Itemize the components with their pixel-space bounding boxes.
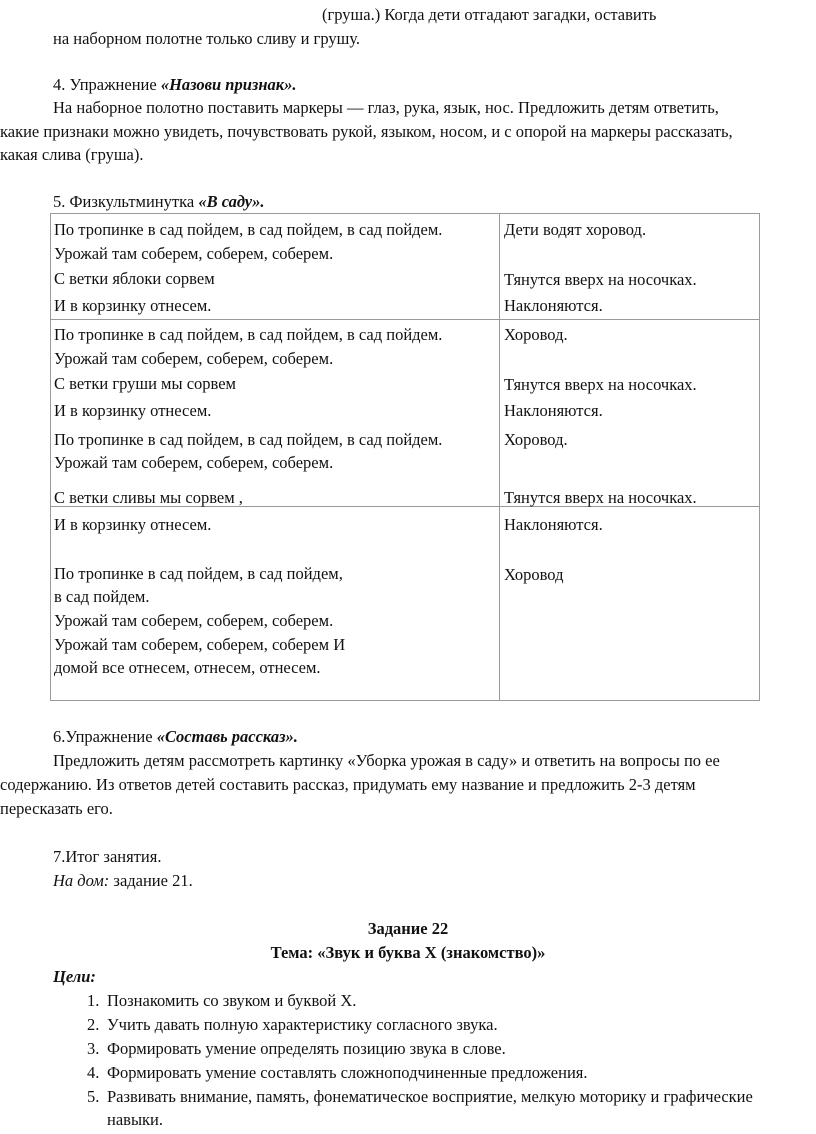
exercise-4-title: «Назови признак». xyxy=(160,75,297,94)
goal-item: Развивать внимание, память, фонематическое восприятие, мелкую моторику и графические xyxy=(107,1087,753,1106)
goal-item-continuation: навыки. xyxy=(107,1110,164,1129)
table-left-line: Урожай там соберем, соберем, соберем. xyxy=(54,453,334,472)
goal-number: 4. xyxy=(87,1063,100,1082)
goals-label: Цели: xyxy=(53,967,96,986)
table-left-line: С ветки яблоки сорвем xyxy=(54,269,215,288)
exercise-5-label: 5. Физкультминутка xyxy=(53,192,199,211)
intro-line-2: на наборном полотне только сливу и грушу. xyxy=(53,29,361,48)
task-topic: Тема: «Звук и буква Х (знакомство)» xyxy=(270,943,546,962)
table-left-line: И в корзинку отнесем. xyxy=(54,296,212,315)
exercise-7-heading: 7.Итог занятия. xyxy=(53,847,162,866)
table-right-line: Тянутся вверх на носочках. xyxy=(504,488,697,507)
exercise-4-line-3: какая слива (груша). xyxy=(0,145,144,164)
homework-label: На дом: xyxy=(53,871,110,890)
table-left-line: И в корзинку отнесем. xyxy=(54,515,212,534)
exercise-4-label: 4. Упражнение xyxy=(53,75,161,94)
table-right-line: Наклоняются. xyxy=(504,401,603,420)
table-left-line: Урожай там соберем, соберем, соберем. xyxy=(54,244,334,263)
goal-item: Учить давать полную характеристику согласного звука. xyxy=(107,1015,498,1034)
exercise-6-line-1: Предложить детям рассмотреть картинку «Уборка урожая в саду» и ответить на вопросы по ее xyxy=(53,751,720,770)
exercise-5-title: «В саду». xyxy=(198,192,265,211)
exercise-6-line-2: содержанию. Из ответов детей составить рассказ, придумать ему название и предложить 2-3 детям xyxy=(0,775,696,794)
goal-item: Формировать умение составлять сложноподчиненные предложения. xyxy=(107,1063,588,1082)
table-right-line: Хоровод. xyxy=(504,325,568,344)
table-right-line: Хоровод xyxy=(504,565,564,584)
table-right-line: Тянутся вверх на носочках. xyxy=(504,375,697,394)
table-left-line: По тропинке в сад пойдем, в сад пойдем, в сад пойдем. xyxy=(54,220,443,239)
goal-item: Познакомить со звуком и буквой Х. xyxy=(107,991,357,1010)
table-left-line: По тропинке в сад пойдем, в сад пойдем, в сад пойдем. xyxy=(54,325,443,344)
table-left-line: Урожай там соберем, соберем, соберем. xyxy=(54,349,334,368)
exercise-6-heading xyxy=(53,725,298,748)
table-left-line: По тропинке в сад пойдем, в сад пойдем, в сад пойдем. xyxy=(54,430,443,449)
table-right-line: Дети водят хоровод. xyxy=(504,220,647,239)
table-right-line: Тянутся вверх на носочках. xyxy=(504,270,697,289)
exercise-table xyxy=(50,213,760,701)
table-left-line: домой все отнесем, отнесем, отнесем. xyxy=(54,658,321,677)
table-right-line: Наклоняются. xyxy=(504,515,603,534)
table-left-line: С ветки груши мы сорвем xyxy=(54,374,236,393)
table-left-line: С ветки сливы мы сорвем , xyxy=(54,488,243,507)
homework-text: задание 21. xyxy=(109,871,193,890)
table-right-line: Хоровод. xyxy=(504,430,568,449)
goal-number: 3. xyxy=(87,1039,100,1058)
table-left-line: Урожай там соберем, соберем, соберем И xyxy=(54,635,346,654)
table-left-line: в сад пойдем. xyxy=(54,587,150,606)
table-left-line: И в корзинку отнесем. xyxy=(54,401,212,420)
table-left-line: Урожай там соберем, соберем, соберем. xyxy=(54,611,334,630)
table-column-divider xyxy=(499,214,500,700)
exercise-6-title: «Составь рассказ». xyxy=(156,727,298,746)
goal-number: 5. xyxy=(87,1087,100,1106)
exercise-5-heading xyxy=(53,190,265,213)
homework-line xyxy=(53,869,193,892)
goal-number: 1. xyxy=(87,991,100,1010)
exercise-6-line-3: пересказать его. xyxy=(0,799,113,818)
intro-line-1: (груша.) Когда дети отгадают загадки, оставить xyxy=(322,5,657,24)
exercise-4-line-1: На наборное полотно поставить маркеры — глаз, рука, язык, нос. Предложить детям ответить, xyxy=(53,98,719,117)
task-heading: Задание 22 xyxy=(367,919,449,938)
goal-item: Формировать умение определять позицию звука в слове. xyxy=(107,1039,506,1058)
table-right-line: Наклоняются. xyxy=(504,296,603,315)
exercise-4-heading xyxy=(53,73,296,96)
goal-number: 2. xyxy=(87,1015,100,1034)
table-left-line: По тропинке в сад пойдем, в сад пойдем, xyxy=(54,564,343,583)
exercise-4-line-2: какие признаки можно увидеть, почувствовать рукой, языком, носом, и с опорой на маркеры рассказать, xyxy=(0,122,733,141)
table-row-divider xyxy=(51,319,759,320)
exercise-6-label: 6.Упражнение xyxy=(53,727,157,746)
